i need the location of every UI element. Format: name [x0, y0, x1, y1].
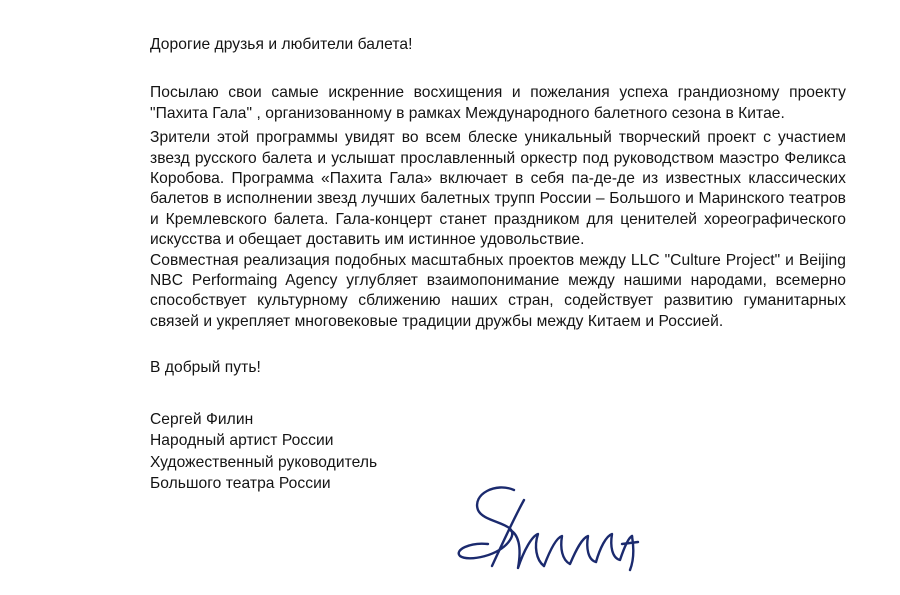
letter-body [150, 24, 846, 495]
letter-paragraph-2: Зрители этой программы увидят во всем блеске уникальный творческий проект с участием звезд русского балета и услышат прославленный оркестр под руководством маэстро Феликса Коробова. Программа «Пахита Гала» включает в себя па-де-де из известных классических балетов в исполнении звезд лучших балетных трупп России – Большого и Маринского театров и Кремлевского балета. Гала-концерт станет праздником для ценителей хореографического искусства и обещает доставить им истинное удовольствие. [150, 129, 846, 249]
handwritten-signature-icon [452, 470, 652, 582]
letter-closing: В добрый путь! [150, 359, 261, 377]
letter-greeting: Дорогие друзья и любители балета! [150, 36, 413, 53]
signer-name: Сергей Филин [150, 410, 254, 428]
signer-title-2: Художественный руководитель [150, 453, 378, 471]
letter-paragraph-1: Посылаю свои самые искренние восхищения и пожелания успеха грандиозному проекту "Пахита Гала" , организованному в рамках Международного балетного сезона в Китае. [150, 84, 846, 122]
signer-title-1: Народный артист России [150, 432, 334, 450]
signer-title-3: Большого театра России [150, 475, 331, 493]
letter-paragraph-3: Совместная реализация подобных масштабных проектов между LLC "Culture Project" и Beijing NBC Performaing Agency углубляет взаимопонимание между нашими народами, всемерно способствует культурному сближению наших стран, содействует развитию гуманитарных связей и укрепляет многовековые традиции дружбы между Китаем и Россией. [150, 251, 846, 330]
